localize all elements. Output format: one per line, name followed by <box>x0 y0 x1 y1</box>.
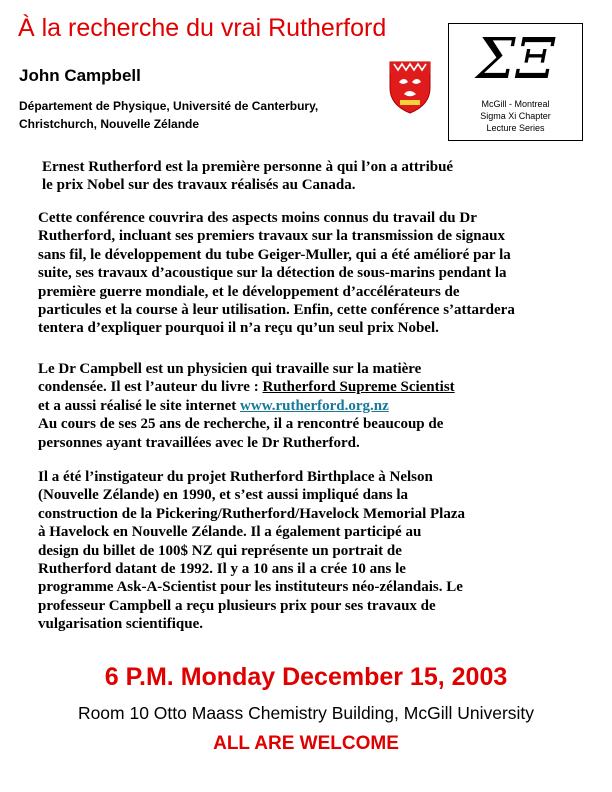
text-line: design du billet de 100$ NZ qui représente un portrait de <box>38 542 402 559</box>
text-line: Au cours de ses 25 ans de recherche, il a rencontré beaucoup de <box>38 416 444 433</box>
caption-line: Lecture Series <box>486 123 545 133</box>
sigma-xi-symbol: ΣΞ <box>476 27 555 92</box>
caption-line: McGill - Montreal <box>481 99 550 109</box>
mcgill-crest-icon <box>386 58 434 114</box>
paragraph-lecture-description <box>38 209 590 338</box>
text-line: à Havelock en Nouvelle Zélande. Il a également participé au <box>38 524 422 541</box>
book-title: Rutherford Supreme Scientist <box>262 379 455 396</box>
paragraph-speaker-achievements <box>38 468 590 634</box>
text-line: suite, ses travaux d’acoustique sur la détection de sous-marins pendant la <box>38 265 507 282</box>
affiliation-line: Christchurch, Nouvelle Zélande <box>19 117 200 131</box>
text-line: le prix Nobel sur des travaux réalisés au Canada. <box>42 176 356 193</box>
text-line: Rutherford datant de 1992. Il y a 10 ans il a crée 10 ans le <box>38 561 406 578</box>
text-line: (Nouvelle Zélande) en 1990, et s’est aussi impliqué dans la <box>38 487 409 504</box>
event-location: Room 10 Otto Maass Chemistry Building, McGill University <box>77 703 535 723</box>
event-date-time: 6 P.M. Monday December 15, 2003 <box>104 663 508 691</box>
welcome-banner: ALL ARE WELCOME <box>213 733 399 754</box>
sigma-xi-logo <box>448 23 583 141</box>
website-link[interactable]: www.rutherford.org.nz <box>240 397 389 414</box>
speaker-affiliation <box>19 97 399 133</box>
text-line: Rutherford, incluant ses premiers travaux sur la transmission de signaux <box>38 228 505 245</box>
text-line: construction de la Pickering/Rutherford/Havelock Memorial Plaza <box>38 505 466 522</box>
sigma-xi-caption <box>449 98 582 134</box>
text-segment: et a aussi réalisé le site internet <box>38 397 241 414</box>
text-line: particules et la course à leur utilisation. Enfin, cette conférence s’attardera <box>38 302 515 319</box>
text-line <box>38 378 590 396</box>
text-line: programme Ask-A-Scientist pour les instituteurs néo-zélandais. Le <box>38 579 463 596</box>
text-line: tentera d’expliquer pourquoi il n’a reçu qu’un seul prix Nobel. <box>38 320 439 337</box>
text-line <box>38 397 590 415</box>
text-line: sans fil, le développement du tube Geiger-Muller, qui a été amélioré par la <box>38 246 511 263</box>
affiliation-line: Département de Physique, Université de Canterbury, <box>19 99 319 113</box>
intro-paragraph <box>42 159 512 194</box>
text-line: professeur Campbell a reçu plusieurs prix pour ses travaux de <box>38 597 436 614</box>
speaker-name: John Campbell <box>19 66 141 85</box>
text-line: vulgarisation scientifique. <box>38 616 204 633</box>
text-line: Il a été l’instigateur du projet Rutherford Birthplace à Nelson <box>38 469 433 485</box>
text-line: Le Dr Campbell est un physicien qui travaille sur la matière <box>38 361 422 377</box>
text-segment: condensée. Il est l’auteur du livre : <box>38 379 263 396</box>
text-line: personnes ayant travaillées avec le Dr Rutherford. <box>38 434 360 451</box>
text-line: Cette conférence couvrira des aspects moins connus du travail du Dr <box>38 210 477 226</box>
caption-line: Sigma Xi Chapter <box>480 111 551 121</box>
text-line: Ernest Rutherford est la première personne à qui l’on a attribué <box>42 159 454 175</box>
lecture-title: À la recherche du vrai Rutherford <box>18 14 387 42</box>
paragraph-speaker-bio <box>38 360 590 452</box>
text-line: première guerre mondiale, et le développement d’accélérateurs de <box>38 283 460 300</box>
